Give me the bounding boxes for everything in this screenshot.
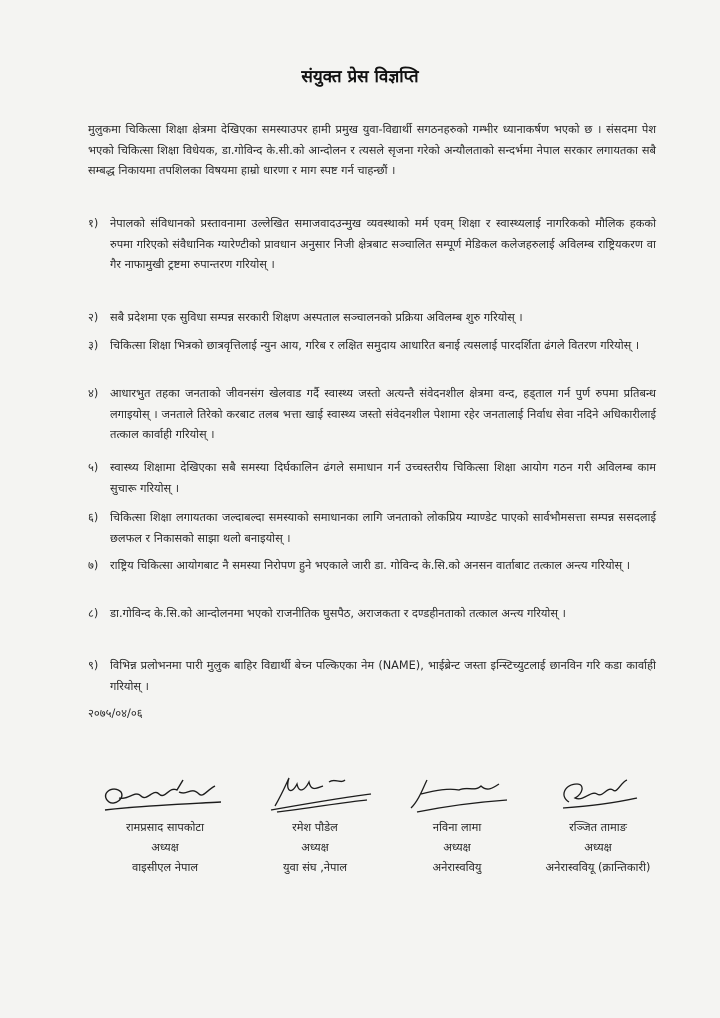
list-item	[88, 604, 656, 625]
list-item-text: चिकित्सा शिक्षा लगायतका जल्दाबल्दा समस्याको समाधानका लागि जनताको लोकप्रिय म्याण्डेट पाएको सार्वभौमसत्ता सम्पन्न ससदलाई छलफल र निकासको साझा थलो बनाइयोस् ।	[110, 511, 656, 545]
list-item-number: ८)	[88, 607, 99, 620]
list-item-text: राष्ट्रिय चिकित्सा आयोगबाट नै समस्या निरोपण हुने भएकाले जारी डा. गोविन्द के.सि.को अनसन वार्ताबाट तत्काल अन्त्य गरियोस् ।	[110, 559, 631, 572]
list-item-text: स्वास्थ्य शिक्षामा देखिएका सबै समस्या दिर्घकालिन ढंगले समाधान गर्न उच्चस्तरीय चिकित्सा शिक्षा आयोग गठन गरी अविलम्ब काम सुचारू गरियोस् ।	[110, 461, 656, 495]
list-item-text: चिकित्सा शिक्षा भित्रको छात्रवृत्तिलाई न्युन आय, गरिब र लक्षित समुदाय आधारित बनाई त्यसलाई पारदर्शिता ढंगले वितरण गरियोस् ।	[110, 339, 640, 352]
signatory-block	[518, 772, 678, 878]
signatory-block	[382, 772, 532, 878]
list-item-number: ४)	[88, 387, 99, 400]
list-item-number: २)	[88, 311, 99, 324]
list-item	[88, 336, 656, 357]
list-item-text: नेपालको संविधानको प्रस्तावनामा उल्लेखित समाजवादउन्मुख व्यवस्थाको मर्म एवम् शिक्षा र स्वास्थ्यलाई नागरिकको मौलिक हकको रुपमा गरिएको संवैधानिक ग्यारेण्टीको प्रावधान अनुसार निजी क्षेत्रबाट सञ्चालित सम्पूर्ण मेडिकल कलेजहरुलाई अविलम्ब राष्ट्रियकरण वा गैर नाफामुखी ट्रष्टमा रुपान्तरण गरियोस् ।	[110, 217, 656, 271]
list-item	[88, 556, 656, 577]
handwritten-signature	[523, 772, 673, 818]
list-item-number: ५)	[88, 461, 99, 474]
list-item-number: ६)	[88, 511, 99, 524]
signatory-role: अध्यक्ष	[443, 841, 471, 854]
signatory-name: रामप्रसाद सापकोटा	[125, 821, 205, 834]
signatory-block	[240, 772, 390, 878]
handwritten-signature	[387, 772, 527, 818]
list-item-number: ९)	[88, 659, 99, 672]
list-item	[88, 458, 656, 499]
signatory-role: अध्यक्ष	[151, 841, 179, 854]
list-item	[88, 384, 656, 446]
handwritten-signature	[245, 772, 385, 818]
list-item	[88, 308, 656, 329]
release-date: २०७५/०४/०६	[88, 707, 143, 720]
page-title: संयुक्त प्रेस विज्ञप्ति	[301, 67, 419, 87]
list-item-number: १)	[88, 217, 99, 230]
list-item-text: विभिन्न प्रलोभनमा पारी मुलुक बाहिर विद्यार्थी बेच्न पल्किएका नेम (NAME), भाईब्रेन्ट जस्ता इन्स्टिच्युटलाई छानविन गरि कडा कार्वाही गरियोस् ।	[110, 659, 656, 693]
signatory-block	[90, 772, 240, 878]
signatory-role: अध्यक्ष	[584, 841, 612, 854]
signatory-organization: युवा संघ ,नेपाल	[282, 861, 348, 874]
list-item-text: डा.गोविन्द के.सि.को आन्दोलनमा भएको राजनीतिक घुसपैठ, अराजकता र दण्डहीनताको तत्काल अन्त्य गरियोस् ।	[110, 607, 566, 620]
signatory-role: अध्यक्ष	[301, 841, 329, 854]
list-item-text: सबै प्रदेशमा एक सुविधा सम्पन्न सरकारी शिक्षण अस्पताल सञ्चालनको प्रक्रिया अविलम्ब शुरु गरियोस् ।	[110, 311, 523, 324]
signatory-organization: वाइसीएल नेपाल	[131, 861, 199, 874]
list-item	[88, 508, 656, 549]
list-item-number: ७)	[88, 559, 99, 572]
list-item-text: आधारभुत तहका जनताको जीवनसंग खेलवाड गर्दै स्वास्थ्य जस्तो अत्यन्तै संवेदनशील क्षेत्रमा वन्द, हड्ताल गर्न पुर्ण रुपमा प्रतिबन्ध लगाइयोस् । जनताले तिरेको करबाट तलब भत्ता खाई स्वास्थ्य जस्तो संवेदनशील पेशामा रहेर जनतालाई निर्वाध सेवा नदिने अधिकारीलाई तत्काल कार्वाही गरियोस् ।	[110, 387, 656, 441]
intro-paragraph: मुलुकमा चिकित्सा शिक्षा क्षेत्रमा देखिएका समस्याउपर हामी प्रमुख युवा-विद्यार्थी सगठनहरुको गम्भीर ध्यानाकर्षण भएको छ । संसदमा पेश भएको चिकित्सा शिक्षा विधेयक, डा.गोविन्द के.सी.को आन्दोलन र त्यसले सृजना गरेको अन्यौलताको सन्दर्भमा नेपाल सरकार लगायतका सबै सम्बद्ध निकायमा तपशिलका विषयमा हाम्रो धारणा र माग स्पष्ट गर्न चाहन्छौं ।	[88, 123, 656, 177]
signatory-name: नविना लामा	[432, 821, 482, 834]
list-item	[88, 214, 656, 276]
signatory-name: रमेश पौडेल	[292, 821, 338, 834]
list-item	[88, 656, 656, 697]
handwritten-signature	[95, 772, 235, 818]
signatory-organization: अनेरास्ववियू (क्रान्तिकारी)	[545, 861, 651, 874]
signatory-name: रञ्जित तामाङ	[569, 821, 627, 834]
list-item-number: ३)	[88, 339, 99, 352]
signatory-organization: अनेरास्ववियु	[432, 861, 482, 874]
